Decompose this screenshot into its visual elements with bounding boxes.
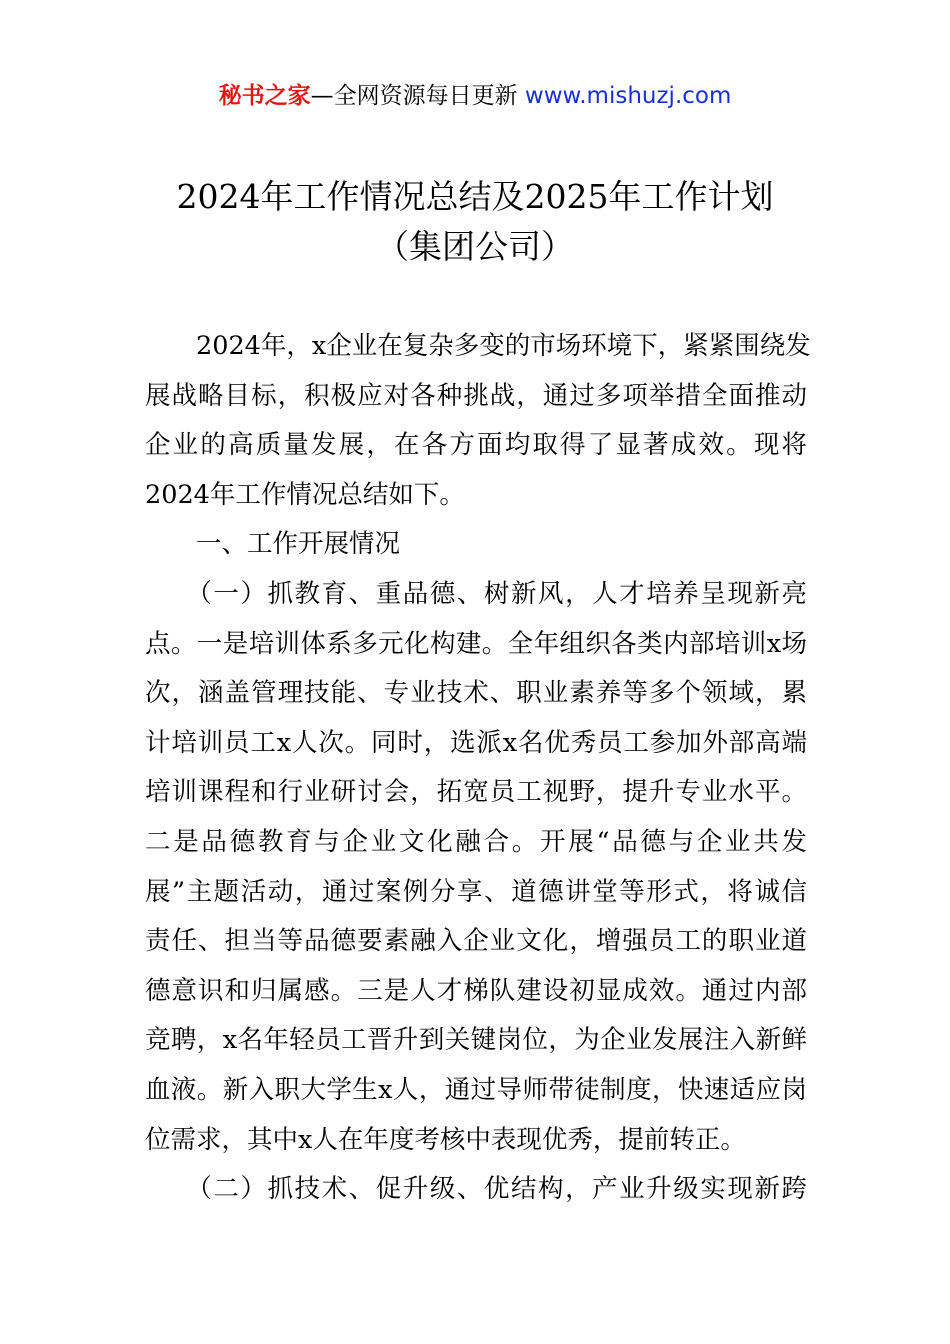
body-line: 2024年工作情况总结如下。	[145, 479, 465, 510]
document-title: 2024年工作情况总结及2025年工作计划	[176, 177, 774, 216]
body-line: 2024年，x企业在复杂多变的市场环境下，紧紧围绕发	[145, 331, 811, 361]
body-line: 展战略目标，积极应对各种挑战，通过多项举措全面推动	[145, 380, 807, 411]
banner-tagline: —全网资源每日更新	[310, 83, 525, 109]
body-line: 德意识和归属感。三是人才梯队建设初显成效。通过内部	[145, 975, 807, 1006]
body-line: 点。一是培训体系多元化构建。全年组织各类内部培训x场	[145, 628, 807, 659]
body-line: 二是品德教育与企业文化融合。开展“品德与企业共发	[145, 826, 807, 857]
body-line: 竞聘，x名年轻员工晋升到关键岗位，为企业发展注入新鲜	[145, 1025, 807, 1056]
banner-site-link[interactable]: www.mishuzj.com	[524, 83, 732, 109]
body-line: 责任、担当等品德要素融入企业文化，增强员工的职业道	[145, 926, 807, 957]
site-banner	[0, 78, 950, 114]
body-line: 一、工作开展情况	[145, 529, 401, 560]
document-subtitle: （集团公司）	[376, 227, 574, 266]
body-line: 血液。新入职大学生x人，通过导师带徒制度，快速适应岗	[145, 1074, 807, 1105]
body-line: （二）抓技术、促升级、优结构，产业升级实现新跨	[145, 1174, 807, 1205]
body-line: 企业的高质量发展，在各方面均取得了显著成效。现将	[145, 430, 807, 461]
body-line: 位需求，其中x人在年度考核中表现优秀，提前转正。	[145, 1124, 746, 1155]
body-line: 计培训员工x人次。同时，选派x名优秀员工参加外部高端	[145, 727, 807, 758]
body-line: 次，涵盖管理技能、专业技术、职业素养等多个领域，累	[145, 678, 807, 709]
body-line: （一）抓教育、重品德、树新风，人才培养呈现新亮	[145, 578, 807, 609]
banner-brand: 秘书之家	[218, 83, 311, 109]
document-body	[145, 322, 811, 1215]
body-line: 培训课程和行业研讨会，拓宽员工视野，提升专业水平。	[145, 777, 807, 808]
body-line: 展”主题活动，通过案例分享、道德讲堂等形式，将诚信	[145, 876, 807, 907]
